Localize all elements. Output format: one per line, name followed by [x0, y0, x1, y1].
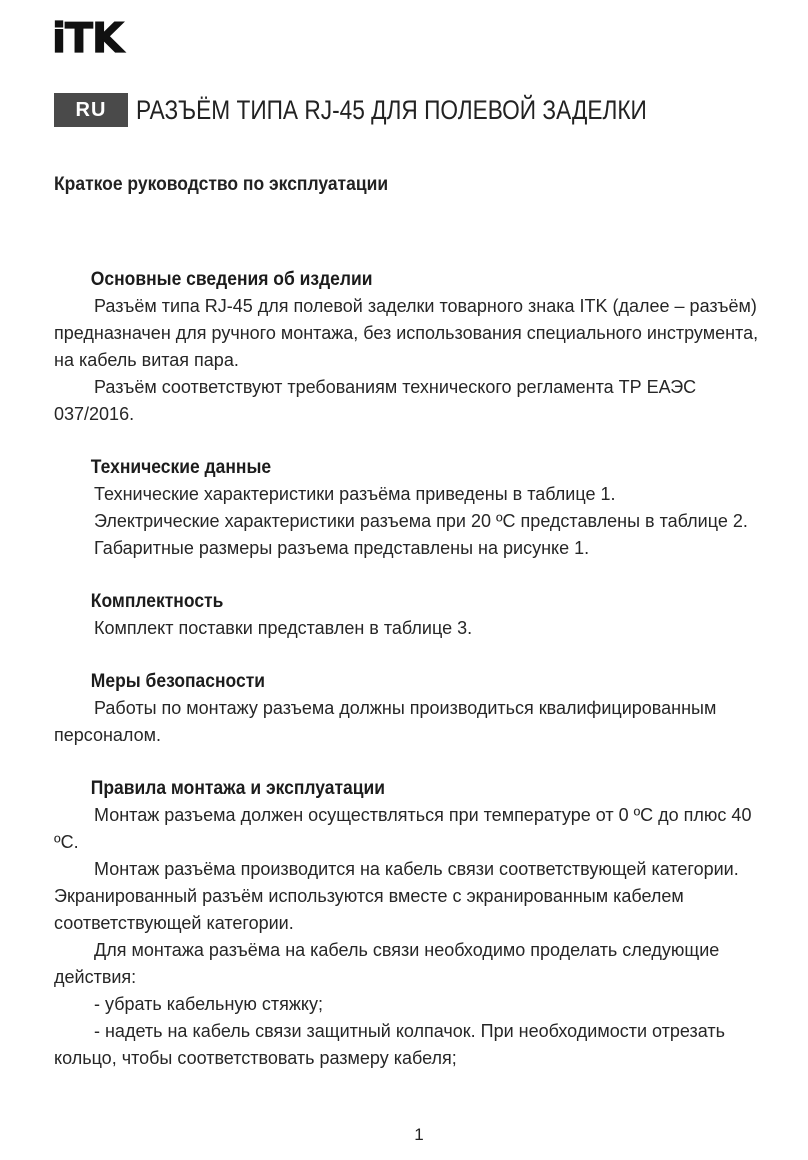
language-badge: RU	[54, 93, 128, 127]
section-heading: Технические данные	[90, 457, 272, 478]
paragraph: Разъём соответствуют требованиям технического регламента ТР ЕАЭС 037/2016.	[54, 377, 697, 424]
itk-logo: iTK	[52, 14, 123, 62]
section-package-contents	[54, 588, 764, 642]
document-subtitle: Краткое руководство по эксплуатации	[54, 174, 389, 195]
section-heading: Основные сведения об изделии	[90, 269, 373, 290]
paragraph: Габаритные размеры разъема представлены на рисунке 1.	[94, 538, 590, 558]
paragraph: Монтаж разъёма производится на кабель связи соответствующей категории. Экранированный разъём используются вместе с экранированным кабелем соответствующей категории.	[54, 859, 739, 933]
section-safety	[54, 668, 764, 749]
paragraph: Разъём типа RJ-45 для полевой заделки товарного знака ITK (далее – разъём) предназначен для ручного монтажа, без использования специального инструмента, на кабель витая пара.	[54, 296, 759, 370]
list-item: - убрать кабельную стяжку;	[94, 994, 323, 1014]
section-heading: Меры безопасности	[90, 671, 266, 692]
section-technical-data	[54, 454, 764, 562]
document-title: РАЗЪЁМ ТИПА RJ-45 ДЛЯ ПОЛЕВОЙ ЗАДЕЛКИ	[136, 94, 647, 125]
paragraph: Электрические характеристики разъема при 20 ºС представлены в таблице 2.	[94, 511, 748, 531]
paragraph: Работы по монтажу разъема должны производиться квалифицированным персоналом.	[54, 698, 717, 745]
page-number: 1	[414, 1125, 424, 1144]
document-header	[54, 93, 744, 127]
paragraph: Для монтажа разъёма на кабель связи необходимо проделать следующие действия:	[54, 940, 720, 987]
paragraph: Монтаж разъема должен осуществляться при температуре от 0 ºС до плюс 40 ºС.	[54, 805, 752, 852]
list-item: - надеть на кабель связи защитный колпачок. При необходимости отрезать кольцо, чтобы соответствовать размеру кабеля;	[54, 1021, 725, 1068]
section-heading: Правила монтажа и эксплуатации	[90, 778, 385, 799]
section-installation-rules	[54, 775, 764, 1072]
section-heading: Комплектность	[90, 591, 224, 612]
section-product-info	[54, 266, 764, 428]
paragraph: Технические характеристики разъёма приведены в таблице 1.	[94, 484, 616, 504]
paragraph: Комплект поставки представлен в таблице 3.	[94, 618, 473, 638]
document-body	[54, 266, 764, 1098]
